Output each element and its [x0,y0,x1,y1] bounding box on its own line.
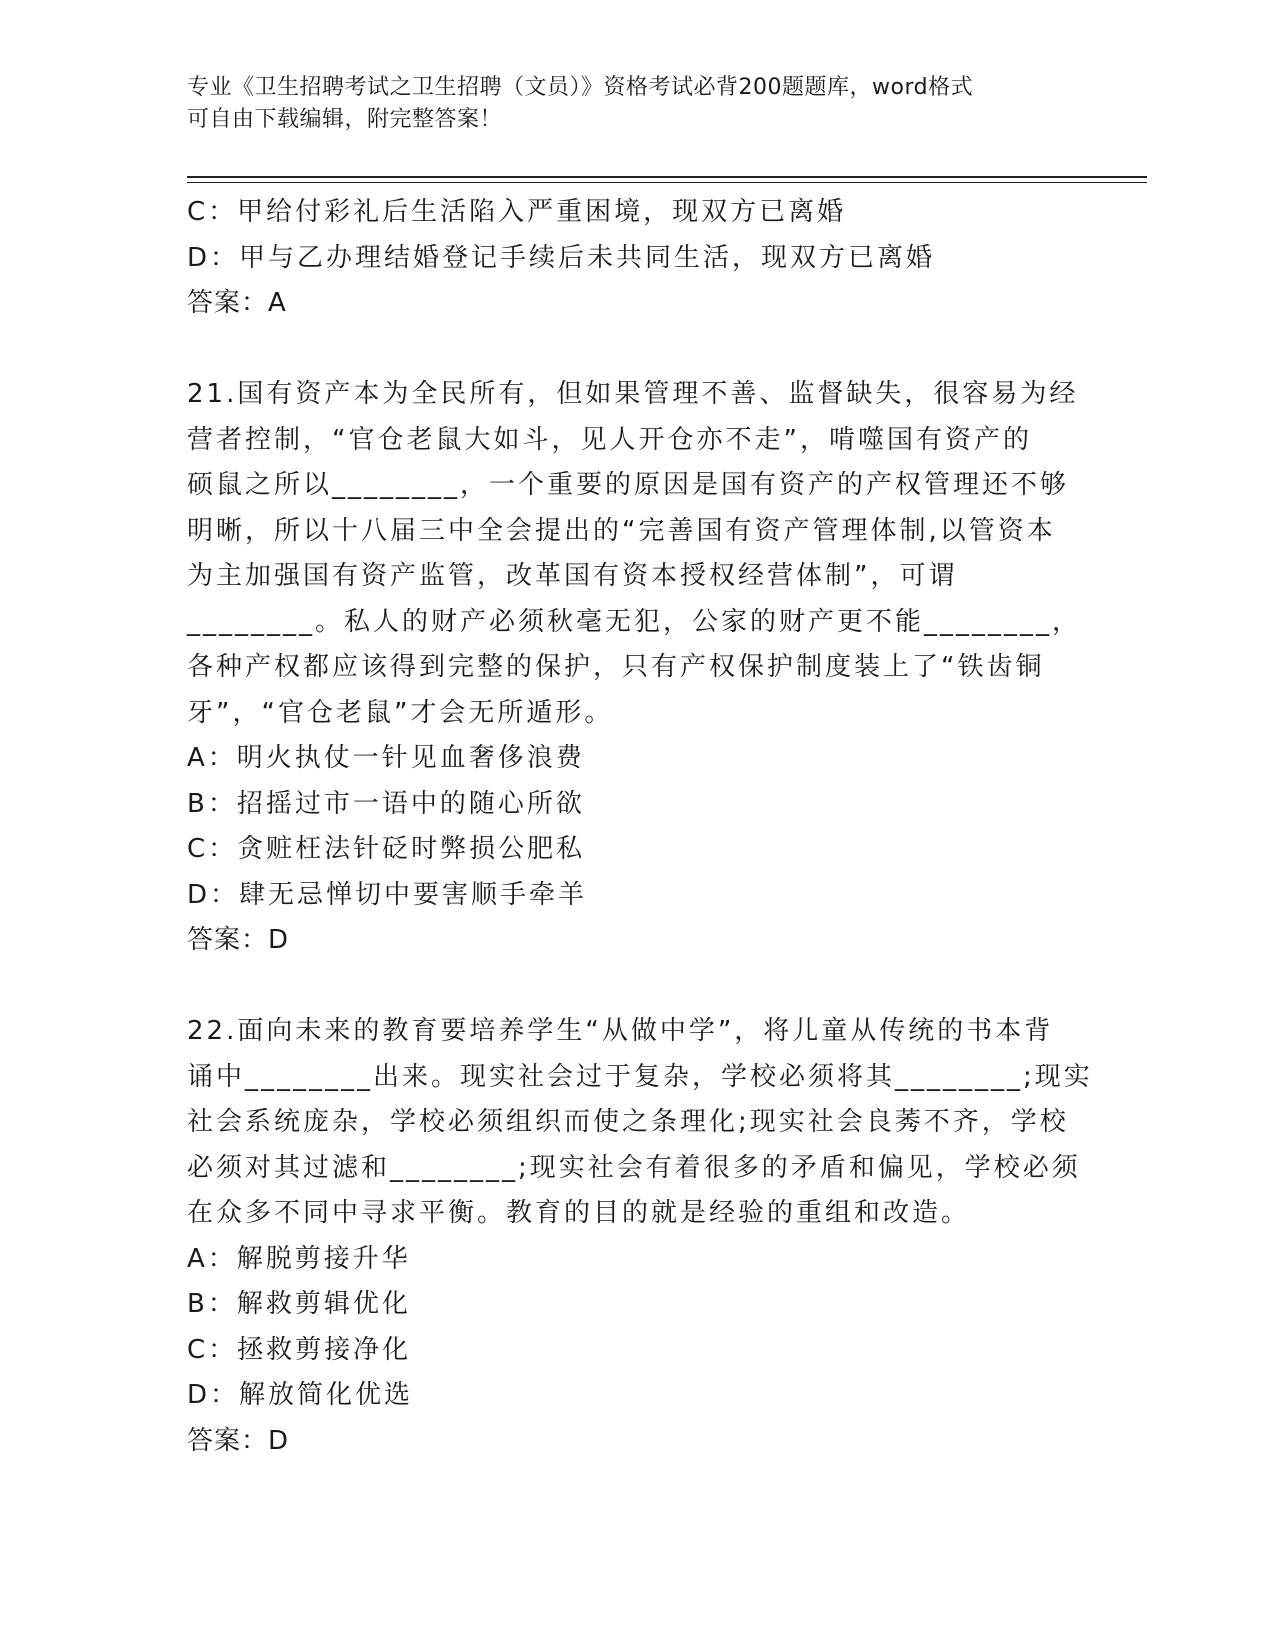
header-line-1: 专业《卫生招聘考试之卫生招聘（文员）》资格考试必背200题题库，word格式 [187,75,974,100]
question-text-line: 社会系统庞杂，学校必须组织而使之条理化;现实社会良莠不齐，学校 [187,1107,1069,1137]
answer-line: 答案：D [187,925,290,955]
header-rule-thick [187,176,1147,178]
question-text-line: 22.面向未来的教育要培养学生“从做中学”，将儿童从传统的书本背 [187,1016,1054,1046]
document-body [187,190,1093,1464]
header-rule-thin [187,182,1147,183]
question-text-line: 硕鼠之所以________，一个重要的原因是国有资产的产权管理还不够 [187,470,1070,500]
question-text-line: 牙”，“官仓老鼠”才会无所遁形。 [187,697,614,728]
header-line-2: 可自由下载编辑，附完整答案！ [187,107,503,132]
question-text-line: 在众多不同中寻求平衡。教育的目的就是经验的重组和改造。 [187,1198,971,1228]
option-c: C：拯救剪接净化 [187,1334,412,1365]
page-header [187,72,1057,136]
question-text-line: 必须对其过滤和________;现实社会有着很多的矛盾和偏见，学校必须 [187,1152,1081,1183]
question-21 [187,372,1082,964]
question-text-line: 明晰，所以十八届三中全会提出的“完善国有资产管理体制,以管资本 [187,515,1056,546]
option-d: D：肆无忌惮切中要害顺手牵羊 [187,879,588,910]
option-b: B：解救剪辑优化 [187,1289,411,1319]
option-a: A：明火执仗一针见血奢侈浪费 [187,743,585,773]
question-text-line: 营者控制，“官仓老鼠大如斗，见人开仓亦不走”，啃噬国有资产的 [187,424,1032,455]
option-c: C：贪赃枉法针砭时弊损公肥私 [187,834,586,864]
question-text-line: 21.国有资产本为全民所有，但如果管理不善、监督缺失，很容易为经 [187,379,1079,409]
answer-line: 答案：A [187,288,287,318]
question-22 [187,1009,1093,1464]
option-a: A：解脱剪接升华 [187,1243,411,1274]
spacer [187,964,1067,1010]
option-c: C：甲给付彩礼后生活陷入严重困境，现双方已离婚 [187,197,847,227]
question-text-line: 各种产权都应该得到完整的保护，只有产权保护制度装上了“铁齿铜 [187,652,1045,682]
option-d: D：解放简化优选 [187,1380,414,1410]
question-text-line: 为主加强国有资产监管，改革国有资本授权经营体制”，可谓 [187,561,958,591]
question-text-line: 诵中________出来。现实社会过于复杂，学校必须将其________;现实 [187,1061,1093,1092]
spacer [187,327,1067,373]
answer-line: 答案：D [187,1425,290,1456]
option-d: D：甲与乙办理结婚登记手续后未共同生活，现双方已离婚 [187,242,936,273]
option-b: B：招摇过市一语中的随心所欲 [187,788,585,819]
question-text-line: ________。私人的财产必须秋毫无犯，公家的财产更不能________， [187,606,1082,637]
